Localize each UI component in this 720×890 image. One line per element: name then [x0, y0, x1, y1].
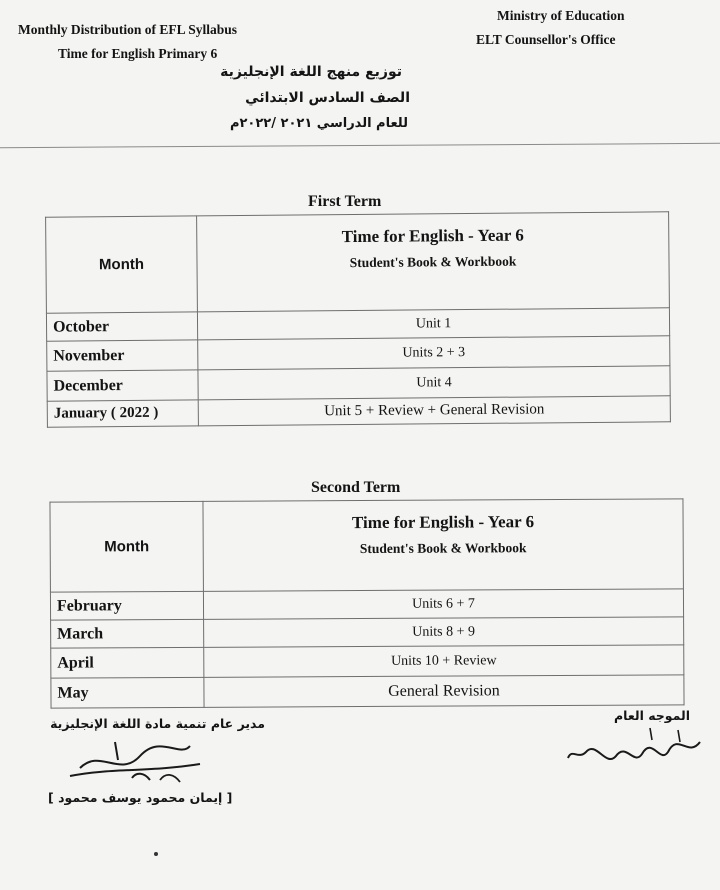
table-row: [51, 645, 684, 678]
first-term-table: [45, 211, 671, 427]
arabic-year: للعام الدراسي ٢٠٢١ /٢٠٢٢م: [229, 116, 408, 131]
month-header: Month: [46, 216, 198, 313]
second-term-title: Second Term: [311, 479, 401, 496]
month-cell: March: [51, 619, 204, 648]
units-cell: Unit 5 + Review + General Revision: [198, 396, 670, 426]
ministry-name: Ministry of Education: [497, 8, 625, 23]
arabic-title: توزيع منهج اللغة الإنجليزية: [220, 64, 402, 80]
units-cell: Units 6 + 7: [203, 589, 683, 620]
book-title: Time for English - Year 6: [351, 512, 535, 533]
book-header: [203, 499, 683, 592]
month-cell: April: [51, 647, 204, 678]
month-cell: January ( 2022 ): [47, 400, 198, 427]
right-signature-scribble: [560, 722, 710, 772]
book-subtitle: Student's Book & Workbook: [349, 253, 517, 271]
units-cell: Units 8 + 9: [204, 617, 684, 648]
stray-mark: [154, 852, 158, 856]
table-header-row: [46, 212, 670, 313]
second-term-table: [49, 498, 684, 708]
units-cell: Units 2 + 3: [198, 336, 670, 370]
header-subtitle: Time for English Primary 6: [58, 46, 218, 61]
table-row: [51, 675, 684, 708]
book-header: [197, 212, 670, 312]
header-title: Monthly Distribution of EFL Syllabus: [18, 22, 238, 37]
month-cell: November: [47, 340, 198, 371]
table-row: [47, 396, 670, 427]
first-term-title: First Term: [308, 193, 382, 210]
left-signatory-name: [ إيمان محمود يوسف محمود ]: [48, 790, 233, 805]
left-signatory-title: مدير عام تنمية مادة اللغة الإنجليزية: [50, 716, 265, 731]
month-cell: May: [51, 677, 204, 708]
book-title: Time for English - Year 6: [341, 225, 524, 247]
units-cell: Units 10 + Review: [204, 645, 684, 678]
month-cell: February: [50, 591, 203, 620]
right-signatory-title: الموجه العام: [613, 708, 690, 723]
arabic-grade: الصف السادس الابتدائي: [245, 90, 410, 106]
table-row: [50, 589, 683, 620]
header-divider: [0, 143, 720, 148]
book-subtitle: Student's Book & Workbook: [359, 540, 527, 557]
table-header-row: [50, 499, 683, 592]
month-cell: October: [46, 312, 197, 341]
month-cell: December: [47, 370, 198, 401]
office-name: ELT Counsellor's Office: [476, 32, 616, 47]
month-header: Month: [50, 501, 203, 592]
units-cell: Unit 4: [198, 366, 670, 400]
units-cell: Unit 1: [197, 308, 669, 340]
table-row: [51, 617, 684, 648]
units-cell: General Revision: [204, 675, 684, 708]
left-signature-scribble: [40, 728, 220, 790]
